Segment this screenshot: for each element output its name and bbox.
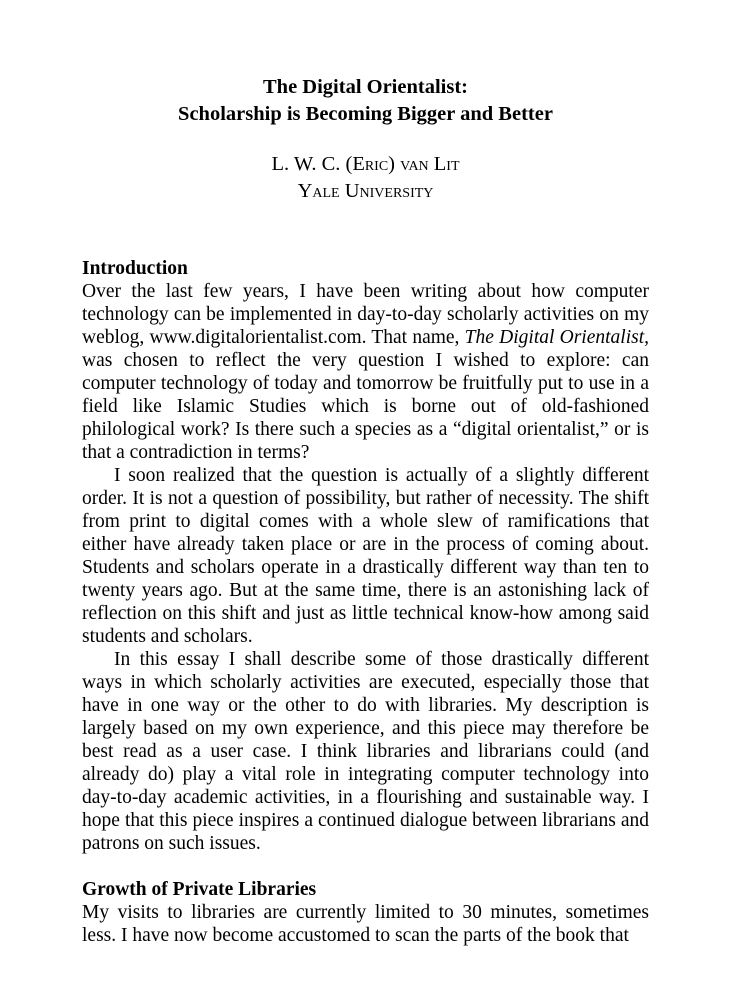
author-block [82, 151, 649, 205]
intro-p1-text-b: was chosen to reflect the very question I wished to explore: can computer technology of today and tomorrow be fruitfully put to use in a field like Islamic Studies which is borne out of old-fashioned philological work? Is there such a species as a “digital orientalist,” or is that a contradiction in terms? [82, 350, 649, 463]
introduction-paragraph-3: In this essay I shall describe some of those drastically different ways in which scholarly activities are executed, especially those that have in one way or the other to do with libraries. My description is largely based on my own experience, and this piece may therefore be best read as a user case. I think libraries and librarians could (and already do) play a vital role in integrating computer technology into day-to-day academic activities, in a flourishing and sustainable way. I hope that this piece inspires a continued dialogue between librarians and patrons on such issues. [82, 649, 649, 854]
author-affiliation: Yale University [297, 180, 434, 202]
section-heading-growth: Growth of Private Libraries [82, 879, 317, 900]
introduction-paragraph-2: I soon realized that the question is actually of a slightly different order. It is not a question of possibility, but rather of necessity. The shift from print to digital comes with a whole slew of ramifications that either have already taken place or are in the process of coming about. Students and scholars operate in a drastically different way than ten to twenty years ago. But at the same time, there is an astonishing lack of reflection on this shift and just as little technical know-how among said students and scholars. [82, 465, 649, 647]
title-line-1: The Digital Orientalist: [263, 76, 468, 98]
section-heading-introduction: Introduction [82, 258, 188, 279]
intro-p1-text-a: Over the last few years, I have been writing about how computer technology can be implemented in day-to-day scholarly activities on my weblog, www.digitalorientalist.com. That name, [82, 281, 649, 348]
article-title [82, 74, 649, 128]
introduction-paragraph-1 [82, 280, 649, 464]
author-name: L. W. C. (Eric) van Lit [271, 153, 460, 175]
article-page [82, 74, 649, 947]
title-line-2: Scholarship is Becoming Bigger and Better [178, 103, 553, 125]
growth-paragraph-1: My visits to libraries are currently limited to 30 minutes, sometimes less. I have now become accustomed to scan the parts of the book that [82, 902, 649, 946]
intro-p1-blog-title: The Digital Orientalist, [464, 327, 650, 348]
